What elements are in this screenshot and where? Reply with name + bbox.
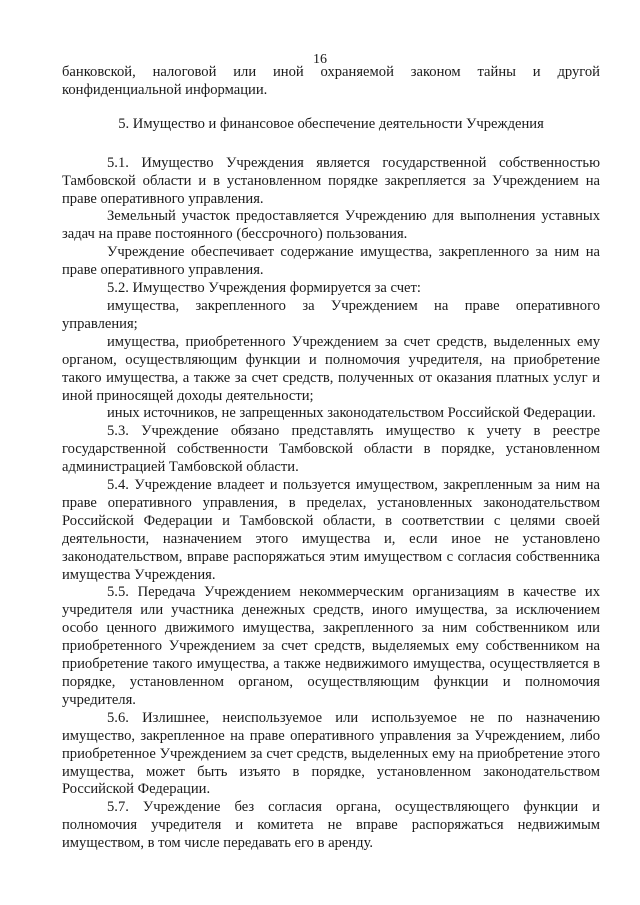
paragraph-5-6: 5.6. Излишнее, неиспользуемое или используемое не по назначению имущество, закрепленное на праве оперативного управления за Учреждением, либо приобретенное Учреждением за счет средств, выделенных ему на приобретение этого имущества, может быть изъято в порядке, установленном законодательством Российской Федерации.: [62, 709, 600, 798]
paragraph-maintenance: Учреждение обеспечивает содержание имущества, закрепленного за ним на праве оперативного управления.: [62, 244, 600, 279]
paragraph-5-2-item-3: иных источников, не запрещенных законодательством Российской Федерации.: [107, 405, 596, 422]
paragraph-5-4: 5.4. Учреждение владеет и пользуется имуществом, закрепленным за ним на праве оперативного управления, в пределах, установленных законодательством Российской Федерации и Тамбовской области, в соответствии с целями своей деятельности, назначением этого имущества и, если иное не установлено законодательством, вправе распоряжаться этим имуществом с согласия собственника имущества Учреждения.: [62, 477, 600, 583]
paragraph-5-2-item-1: имущества, закрепленного за Учреждением на праве оперативного управления;: [62, 297, 600, 332]
document-body: [62, 64, 600, 853]
paragraph-5-7: 5.7. Учреждение без согласия органа, осуществляющего функции и полномочия учредителя и комитета не вправе распоряжаться недвижимым имуществом, в том числе передавать его в аренду.: [62, 799, 600, 852]
paragraph-5-2: 5.2. Имущество Учреждения формируется за счет:: [107, 280, 421, 297]
page-number: 16: [313, 52, 327, 67]
paragraph-continuation: банковской, налоговой или иной охраняемой законом тайны и другой конфиденциальной информации.: [62, 64, 600, 98]
paragraph-land: Земельный участок предоставляется Учреждению для выполнения уставных задач на праве постоянного (бессрочного) пользования.: [62, 208, 600, 243]
paragraph-5-1: 5.1. Имущество Учреждения является государственной собственностью Тамбовской области и в установленном порядке закрепляется за Учреждением на праве оперативного управления.: [62, 154, 600, 207]
paragraph-5-2-item-2: имущества, приобретенного Учреждением за счет средств, выделенных ему органом, осуществляющим функции и полномочия учредителя, на приобретение такого имущества, а также за счет средств, полученных от оказания платных услуг и иной приносящей доходы деятельности;: [62, 333, 600, 404]
paragraph-5-3: 5.3. Учреждение обязано представлять имущество к учету в реестре государственной собственности Тамбовской области в порядке, установленном администрацией Тамбовской области.: [62, 423, 600, 476]
paragraph-5-5: 5.5. Передача Учреждением некоммерческим организациям в качестве их учредителя или участника денежных средств, иного имущества, за исключением особо ценного движимого имущества, закрепленного за ним собственником или приобретенного Учреждением за счет средств, выделяемых ему собственником на приобретение такого имущества, а также недвижимого имущества, осуществляется в порядке, установленном органом, осуществляющим функции и полномочия учредителя.: [62, 584, 600, 708]
section-heading: 5. Имущество и финансовое обеспечение деятельности Учреждения: [118, 115, 544, 132]
